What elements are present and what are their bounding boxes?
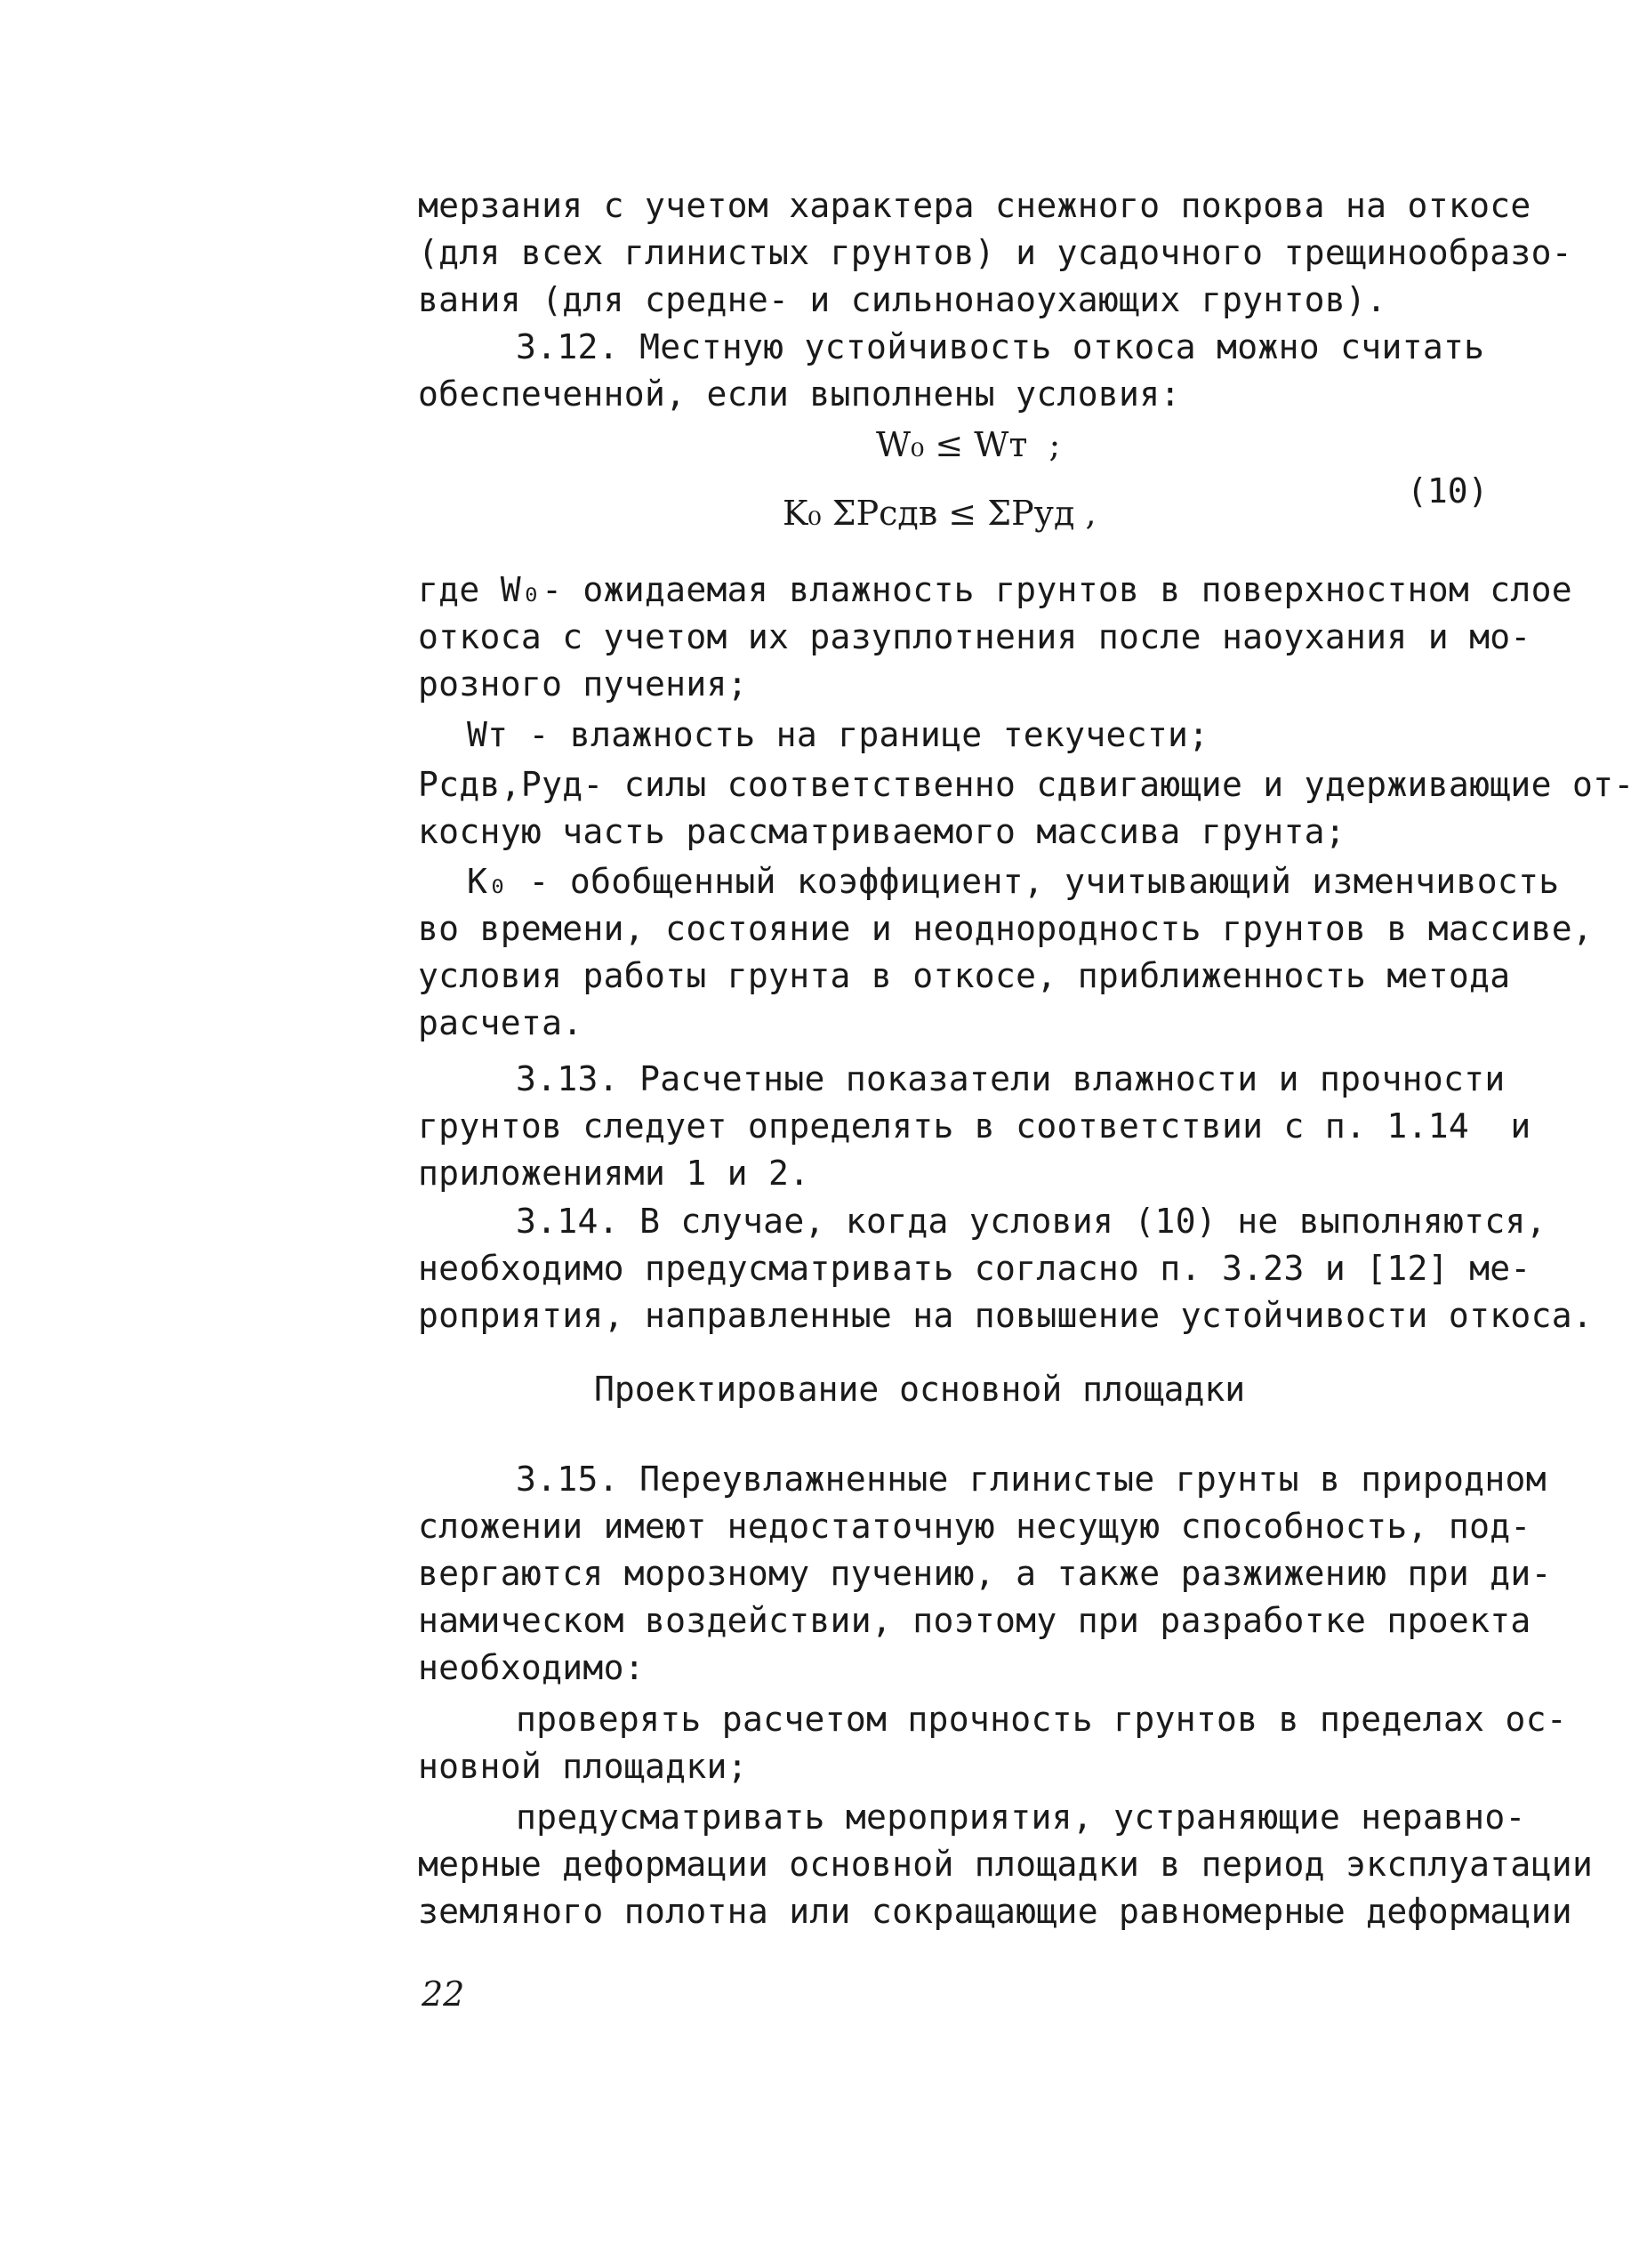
list-item: предусматривать мероприятия, устраняющие неравно- xyxy=(516,1798,1526,1837)
text-line: во времени, состояние и неоднородность грунтов в массиве, xyxy=(418,909,1594,948)
text-line: необходимо предусматривать согласно п. 3.23 и [12] ме- xyxy=(418,1249,1531,1288)
definition-k0: K₀ - обобщенный коэффициент, учитывающий изменчивость xyxy=(467,862,1560,901)
formula-line-1: W₀ ≤ Wт ; xyxy=(876,425,1061,464)
paragraph-3-15: 3.15. Переувлажненные глинистые грунты в природном xyxy=(516,1460,1547,1499)
equation-number: (10) xyxy=(1407,471,1489,511)
page-number: 22 xyxy=(422,1974,465,2014)
definition-wt: Wт - влажность на границе текучести; xyxy=(467,715,1209,754)
paragraph-3-14: 3.14. В случае, когда условия (10) не выполняются, xyxy=(516,1202,1547,1241)
text-line: (для всех глинистых грунтов) и усадочного трещинообразо- xyxy=(418,233,1572,272)
text-line: земляного полотна или сокращающие равномерные деформации xyxy=(418,1892,1572,1931)
paragraph-3-12: 3.12. Местную устойчивость откоса можно считать xyxy=(516,327,1485,366)
text-line: косную часть рассматриваемого массива грунта; xyxy=(418,812,1346,851)
text-line: приложениями 1 и 2. xyxy=(418,1154,810,1193)
text-line: сложении имеют недостаточную несущую способность, под- xyxy=(418,1507,1531,1546)
text-line: роприятия, направленные на повышение устойчивости откоса. xyxy=(418,1296,1594,1335)
text-line: где W₀- ожидаемая влажность грунтов в поверхностном слое xyxy=(418,570,1572,609)
text-line: откоса с учетом их разуплотнения после наоухания и мо- xyxy=(418,617,1531,656)
text-line: необходимо: xyxy=(418,1648,645,1687)
definition-p: Pсдв,Pуд- силы соответственно сдвигающие и удерживающие от- xyxy=(418,765,1635,804)
formula-line-2: K₀ ΣPсдв ≤ ΣPуд , xyxy=(783,494,1097,533)
paragraph-3-13: 3.13. Расчетные показатели влажности и прочности xyxy=(516,1059,1506,1098)
text-line: новной площадки; xyxy=(418,1747,748,1786)
text-line: грунтов следует определять в соответствии с п. 1.14 и xyxy=(418,1106,1531,1146)
text-line: намическом воздействии, поэтому при разработке проекта xyxy=(418,1601,1531,1640)
text-line: обеспеченной, если выполнены условия: xyxy=(418,374,1181,414)
text-line: мерные деформации основной площадки в период эксплуатации xyxy=(418,1845,1594,1884)
text-line: розного пучения; xyxy=(418,664,748,704)
section-heading: Проектирование основной площадки xyxy=(594,1370,1246,1409)
text-line: мерзания с учетом характера снежного покрова на откосе xyxy=(418,186,1531,225)
text-line: расчета. xyxy=(418,1003,583,1042)
text-line: вергаются морозному пучению, а также разжижению при ди- xyxy=(418,1554,1552,1593)
text-line: условия работы грунта в откосе, приближенность метода xyxy=(418,956,1511,995)
text-line: вания (для средне- и сильнонаоухающих грунтов). xyxy=(418,280,1387,319)
list-item: проверять расчетом прочность грунтов в пределах ос- xyxy=(516,1700,1568,1739)
